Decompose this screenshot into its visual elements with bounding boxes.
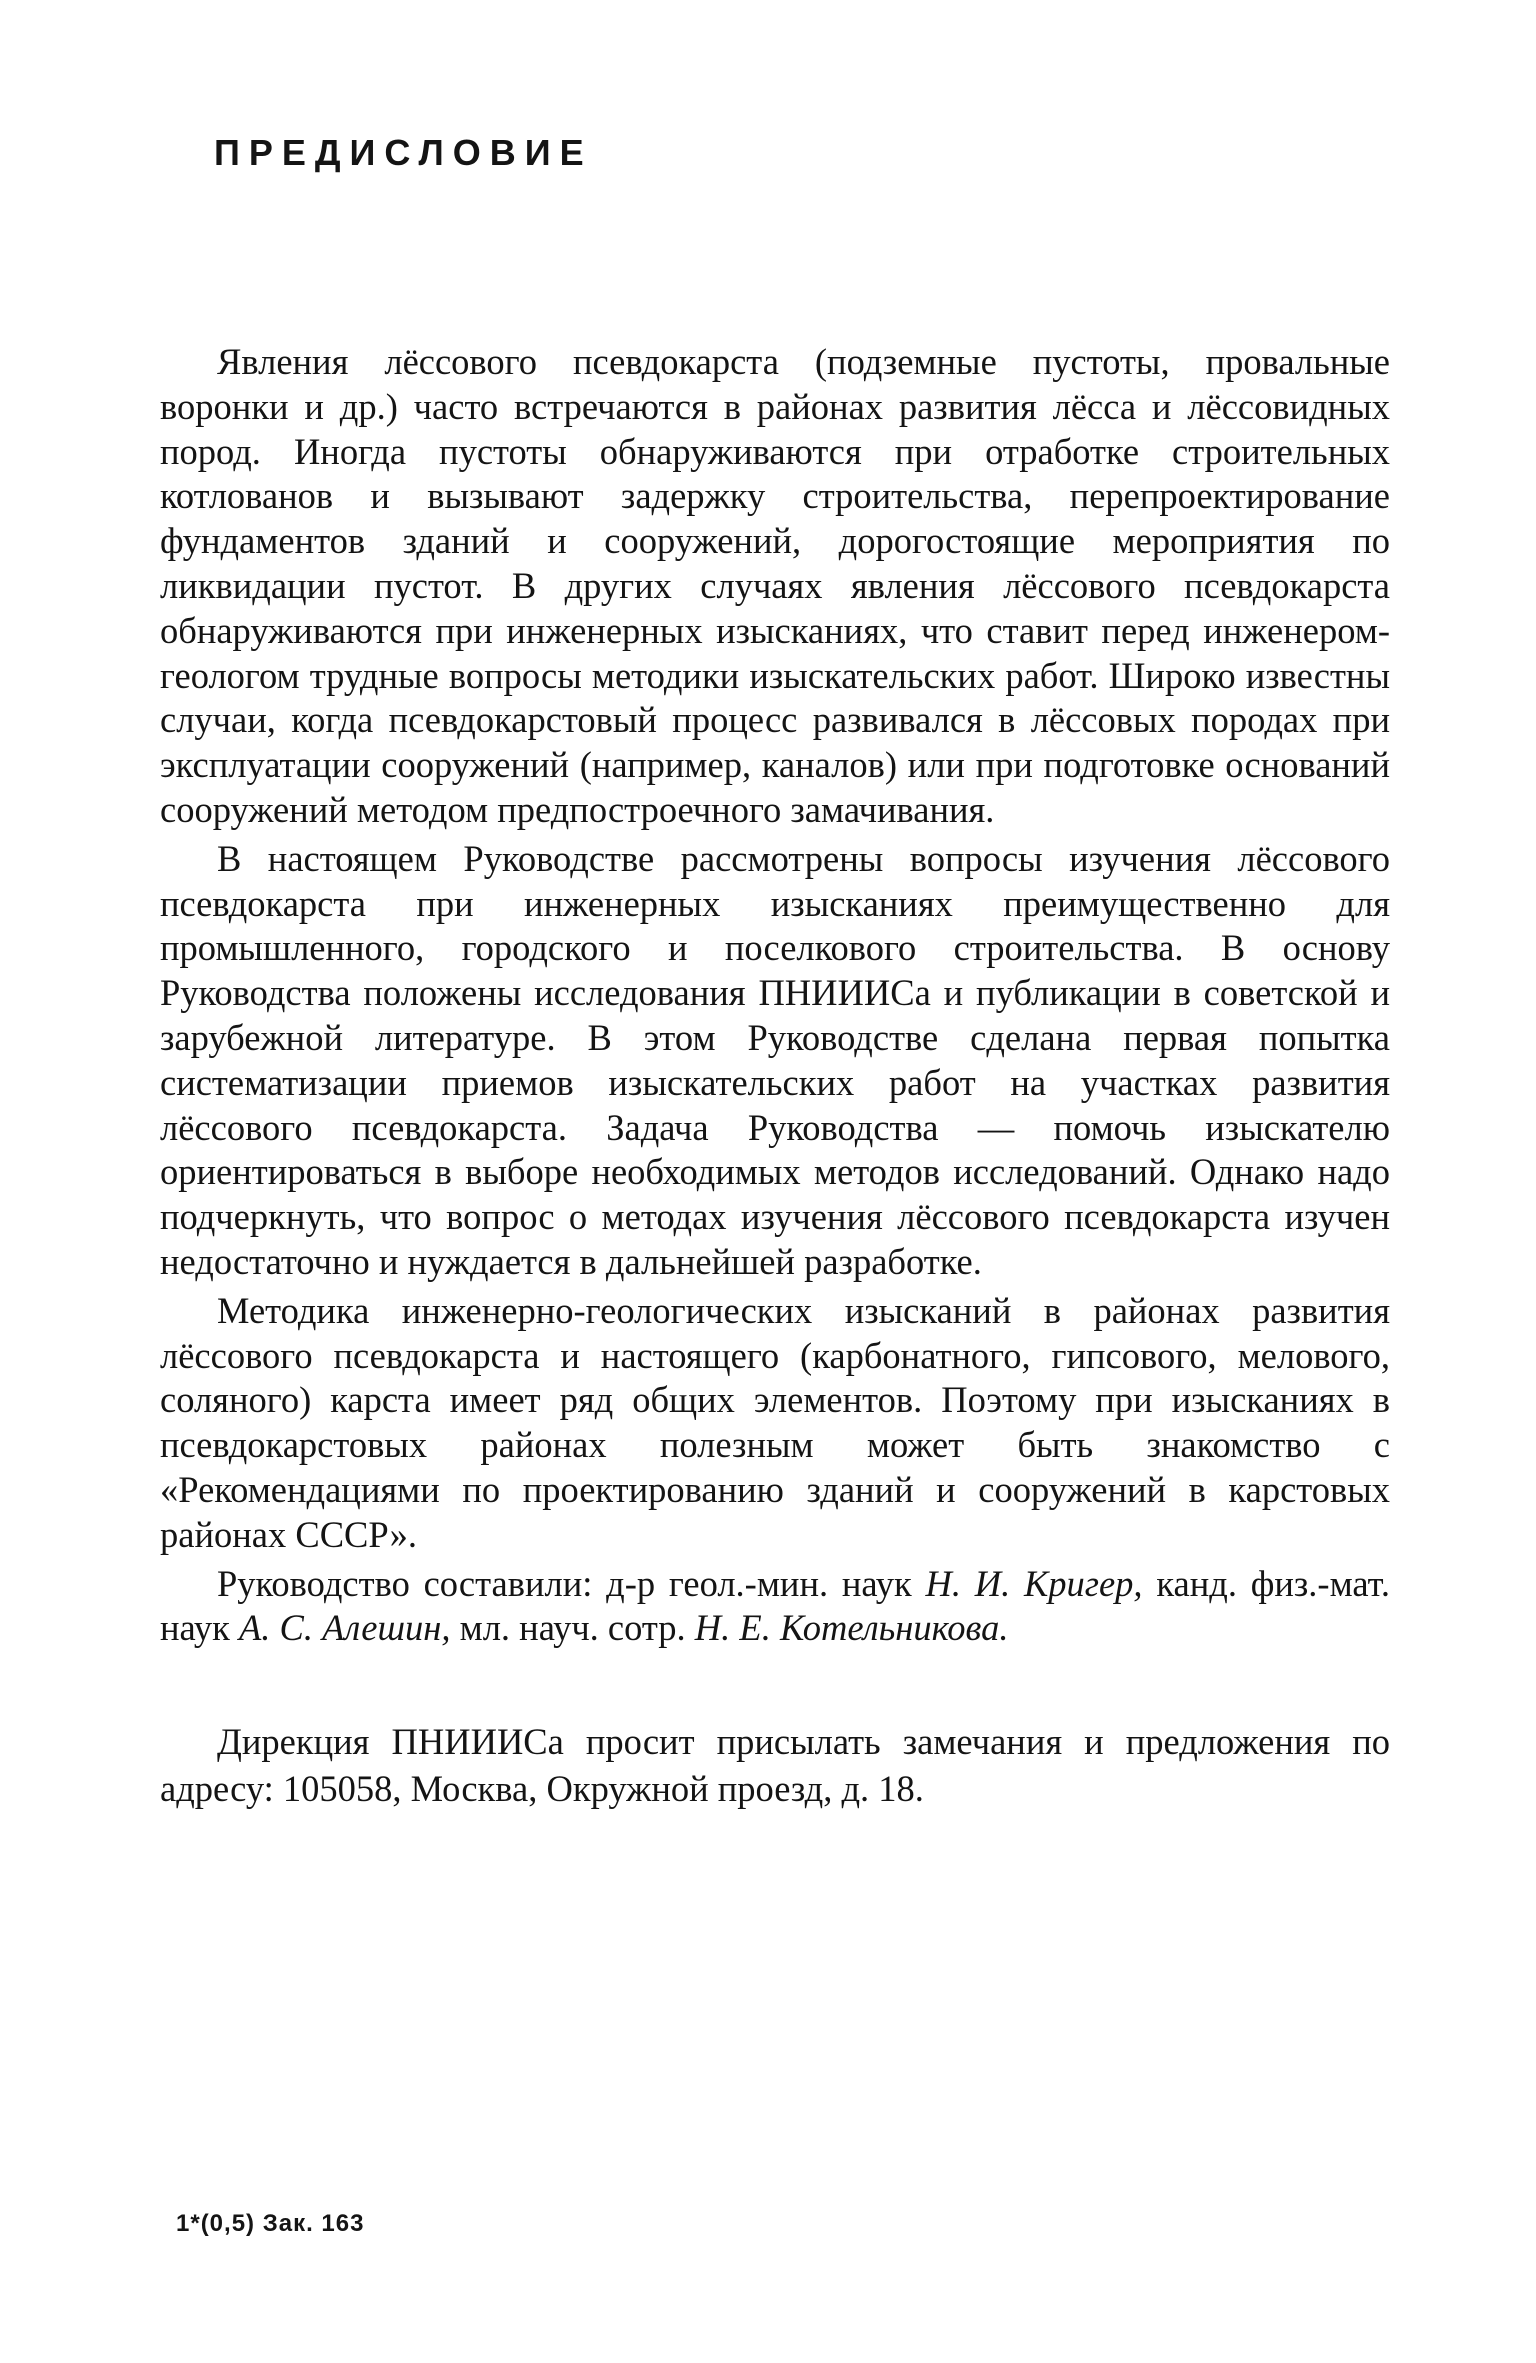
print-footer: 1*(0,5) Зак. 163 [176,2210,365,2237]
paragraph-1: Явления лёссового псевдокарста (подземные пустоты, провальные воронки и др.) часто встречаются в районах развития лёсса и лёссовидных пород. Иногда пустоты обнаруживаются при отработке строительных котлованов и вызывают задержку строительства, перепроектирование фундаментов зданий и сооружений, дорогостоящие мероприятия по ликвидации пустот. В других случаях явления лёссового псевдокарста обнаруживаются при инженерных изысканиях, что ставит перед инженером-геологом трудные вопросы методики изыскательских работ. Широко известны случаи, когда псевдокарстовый процесс развивался в лёссовых породах при эксплуатации сооружений (например, каналов) или при подготовке оснований сооружений методом предпостроечного замачивания. [160,341,1390,830]
authors-mid-2: мл. науч. сотр. [459,1607,686,1649]
preface-body [160,340,1390,1655]
author-name-2: А. С. Алешин, [239,1607,451,1649]
authors-paragraph [160,1562,1390,1652]
paragraph-3: Методика инженерно-геологических изысканий в районах развития лёссового псевдокарста и настоящего (карбонатного, гипсового, мелового, соляного) карста имеет ряд общих элементов. Поэтому при изысканиях в псевдокарстовых районах полезным может быть знакомство с «Рекомендациями по проектированию зданий и сооружений в карстовых районах СССР». [160,1289,1390,1555]
feedback-request: Дирекция ПНИИИСа просит присылать замечания и предложения по адресу: 105058, Москва, Окружной проезд, д. 18. [160,1721,1390,1809]
paragraph-2: В настоящем Руководстве рассмотрены вопросы изучения лёссового псевдокарста при инженерных изысканиях преимущественно для промышленного, городского и поселкового строительства. В основу Руководства положены исследования ПНИИИСа и публикации в советской и зарубежной литературе. В этом Руководстве сделана первая попытка систематизации приемов изыскательских работ на участках развития лёссового псевдокарста. Задача Руководства — помочь изыскателю ориентироваться в выборе необходимых методов исследований. Однако надо подчеркнуть, что вопрос о методах изучения лёссового псевдокарста изучен недостаточно и нуждается в дальнейшей разработке. [160,837,1390,1282]
page-title: ПРЕДИСЛОВИЕ [214,132,593,173]
author-name-1: Н. И. Кригер, [925,1562,1143,1604]
author-name-3: Н. Е. Котельникова. [694,1607,1009,1649]
authors-lead: Руководство составили: д-р геол.-мин. наук [217,1562,912,1604]
authors-mid-1: канд. физ.-мат. наук [160,1562,1391,1649]
